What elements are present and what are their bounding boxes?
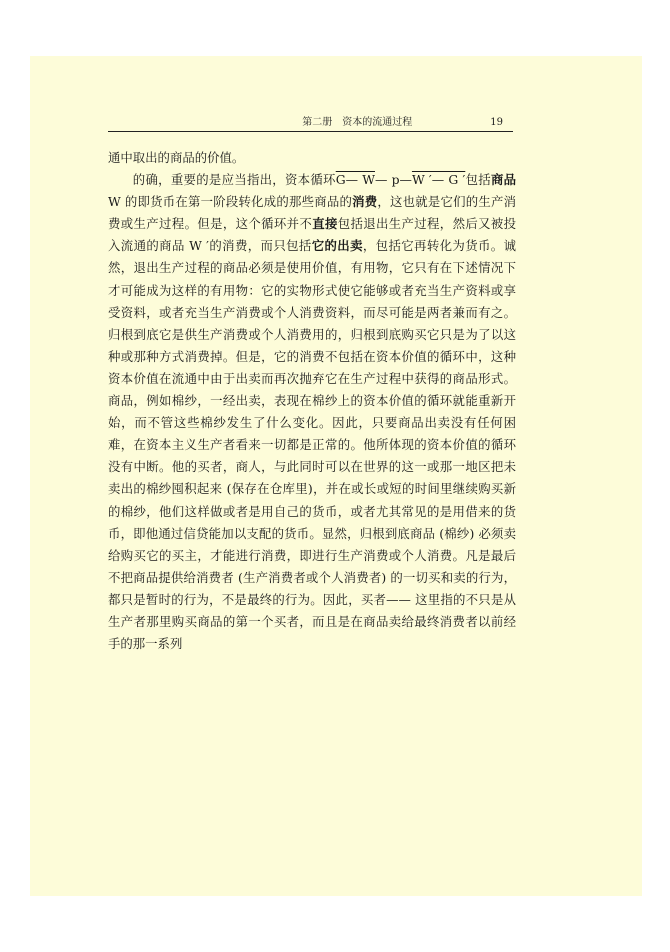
running-header bbox=[108, 113, 513, 132]
text-run: — p— bbox=[374, 172, 412, 188]
text-run: 包括退出生产过程，然后又被投入流通的商品 W ′的消费，而只包括 bbox=[108, 216, 517, 254]
paragraph-continuation: 通中取出的商品的价值。 bbox=[108, 150, 245, 165]
text-run: ，包括它再转化为货币。诚然，退出生产过程的商品必须是使用价值，有用物，它只有在下述情况下才可能成为这样的有用物：它的实物形式使它能够或者充当生产资料或享受资料，或者充当生产消费或个人消费资料，而尽可能是两者兼而有之。归根到底它是供生产消费或个人消费用的，归根到底购买它只是为了以这种或那种方式消费掉。但是，它的消费不包括在资本价值的循环中，这种资本价值在流通中由于出卖而再次抛弃它在生产过程中获得的商品形式。商品，例如棉纱，一经出卖，表现在棉纱上的资本价值的循环就能重新开始，而不管这些棉纱发生了什么变化。因此，只要商品出卖没有任何困难，在资本主义生产者看来一切都是正常的。他所体现的资本价值的循环没有中断。他的买者，商人，与此同时可以在世界的这一或那一地区把未卖出的棉纱囤积起来 (保存在仓库里)，并在或长或短的时间里继续购买新的棉纱，他们这样做或者是用自己的货币，或者尤其常见的是用借来的货币，即他通过信贷能加以支配的货币。显然，归根到底商品 (棉纱) 必须卖给购买它的买主，才能进行消费，即进行生产消费或个人消费。凡是最后不把商品提供给消费者 (生产消费者或个人消费者) 的一切买和卖的行为，都只是暂时的行为，不是最终的行为。因此，买者—— 这里指的不只是从生产者那里购买商品的第一个买者，而且是在商品卖给最终消费者以前经手的那一系列 bbox=[108, 238, 516, 652]
text-run: ，这也就是它们的生产消费或生产过程。但是，这个循环并不 bbox=[108, 194, 516, 232]
formula-circuit-a: G— W bbox=[335, 172, 375, 188]
text-run: 包括 bbox=[465, 172, 491, 188]
paragraph-main bbox=[108, 169, 516, 655]
page-number: 19 bbox=[490, 117, 503, 128]
bold-term: 它的出卖 bbox=[311, 238, 363, 254]
bold-term: 消费 bbox=[352, 194, 378, 210]
header-title: 第二册 资本的流通过程 bbox=[302, 117, 413, 128]
text-run: 的确，重要的是应当指出，资本循环 bbox=[132, 172, 336, 188]
body-text bbox=[108, 147, 516, 655]
bold-term: 直接 bbox=[312, 216, 338, 232]
text-run: W 的即货币在第一阶段转化成的那些商品的 bbox=[108, 194, 353, 210]
bold-term: 商品 bbox=[490, 172, 517, 188]
formula-circuit-b: W ′— G ′ bbox=[411, 172, 466, 188]
